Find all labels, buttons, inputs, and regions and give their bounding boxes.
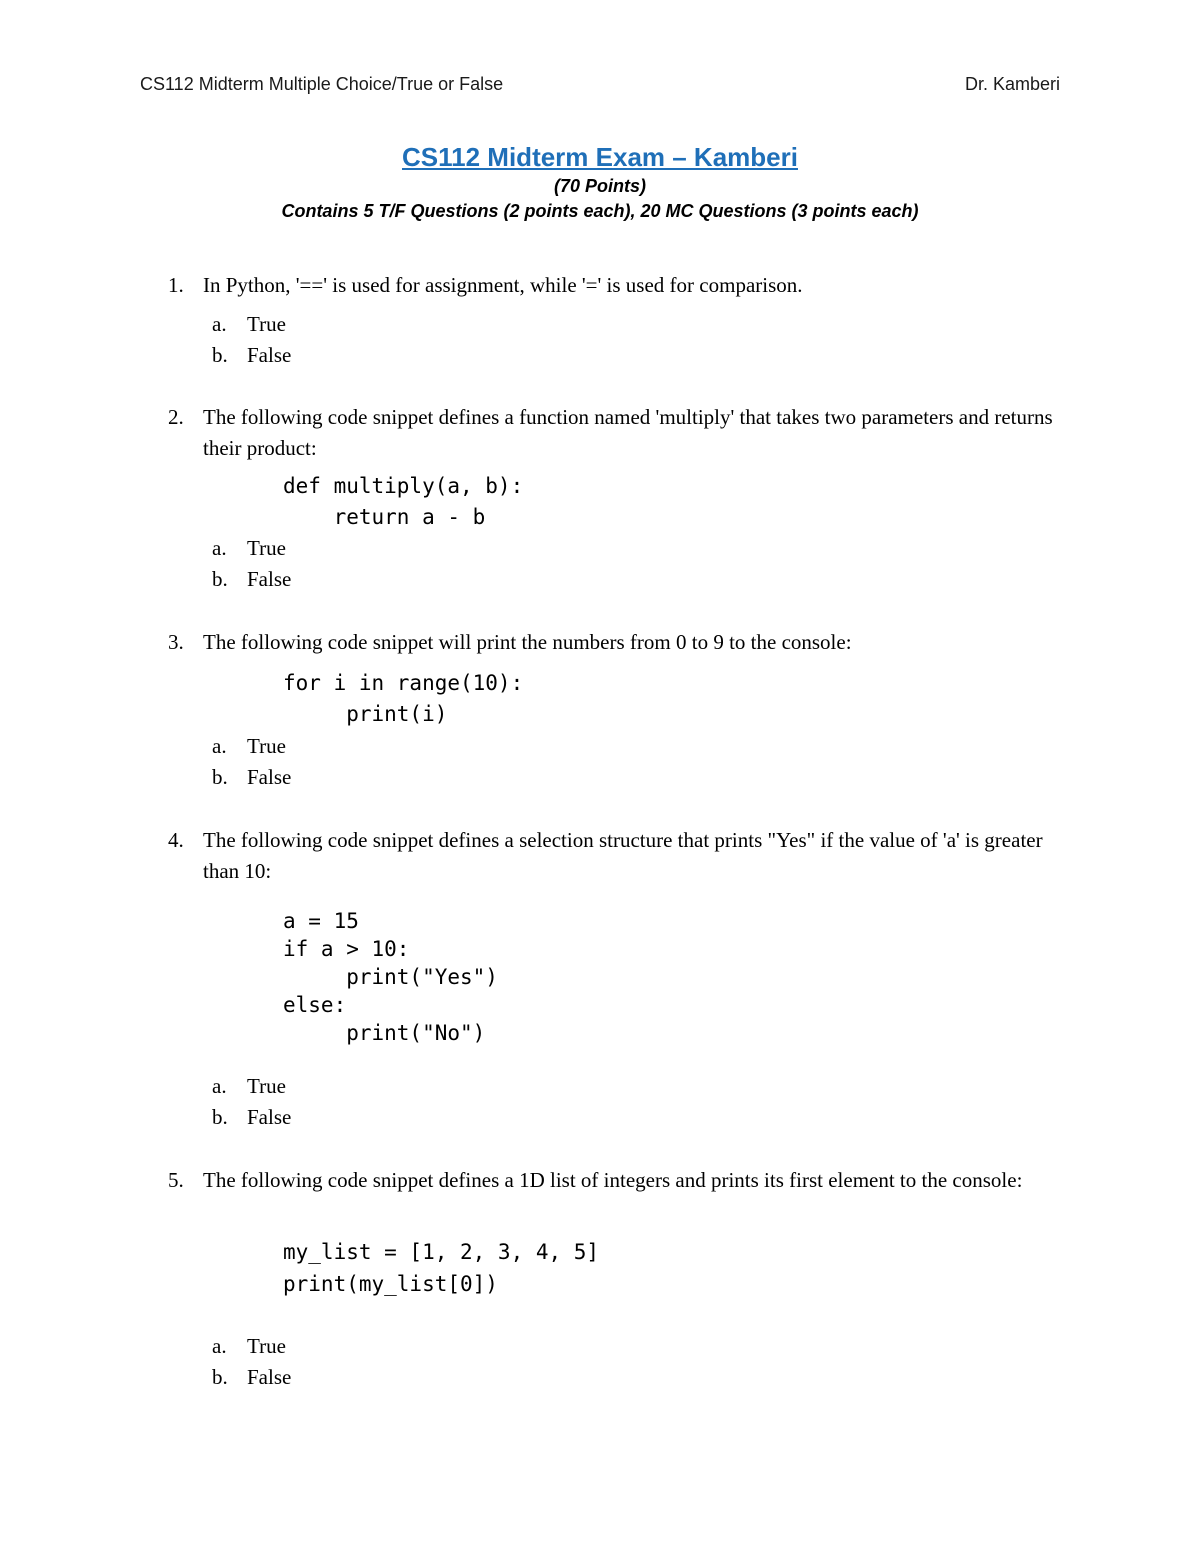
option-label: True [247, 1074, 286, 1098]
code-line: print(my_list[0]) [283, 1272, 498, 1296]
option-label: True [247, 536, 286, 560]
option-letter: b. [212, 1365, 228, 1389]
option-letter: a. [212, 536, 227, 560]
question-text: In Python, '==' is used for assignment, while '=' is used for comparison. [203, 273, 803, 297]
option-letter: b. [212, 765, 228, 789]
question-number: 3. [168, 630, 184, 654]
option-label: False [247, 567, 292, 591]
option-letter: a. [212, 734, 227, 758]
exam-title: CS112 Midterm Exam – Kamberi [402, 142, 798, 172]
code-line: print("Yes") [283, 965, 498, 989]
option-letter: b. [212, 1105, 228, 1129]
code-line: a = 15 [283, 909, 359, 933]
option-letter: a. [212, 1074, 227, 1098]
question-number: 1. [168, 273, 184, 297]
code-line: my_list = [1, 2, 3, 4, 5] [283, 1240, 600, 1264]
code-line: return a - b [283, 505, 486, 529]
option-label: False [247, 765, 292, 789]
page-header-left: CS112 Midterm Multiple Choice/True or False [140, 74, 504, 94]
exam-description: Contains 5 T/F Questions (2 points each), 20 MC Questions (3 points each) [281, 201, 919, 221]
exam-title-block [0, 141, 1200, 223]
option-letter: a. [212, 312, 227, 336]
code-line: print(i) [283, 702, 448, 726]
question-text: The following code snippet defines a 1D list of integers and prints its first element to the console: [203, 1168, 1023, 1192]
page-header-right: Dr. Kamberi [964, 74, 1060, 94]
option-label: False [247, 1365, 292, 1389]
question-text: The following code snippet will print the numbers from 0 to 9 to the console: [203, 630, 852, 654]
option-label: False [247, 1105, 292, 1129]
question-number: 2. [168, 405, 184, 429]
question-number: 5. [168, 1168, 184, 1192]
question-text: The following code snippet defines a selection structure that prints "Yes" if the value of 'a' is greater than 10: [203, 828, 1043, 883]
option-letter: b. [212, 343, 228, 367]
code-line: for i in range(10): [283, 671, 524, 695]
code-line: else: [283, 993, 347, 1017]
option-label: True [247, 312, 286, 336]
option-label: True [247, 1334, 286, 1358]
code-line: print("No") [283, 1021, 486, 1045]
code-line: def multiply(a, b): [283, 474, 524, 498]
question-text: The following code snippet defines a function named 'multiply' that takes two parameters and returns their product: [203, 405, 1053, 460]
option-letter: a. [212, 1334, 227, 1358]
option-letter: b. [212, 567, 228, 591]
option-label: False [247, 343, 292, 367]
option-label: True [247, 734, 286, 758]
code-line: if a > 10: [283, 937, 410, 961]
question-number: 4. [168, 828, 184, 852]
exam-points: (70 Points) [553, 176, 646, 196]
